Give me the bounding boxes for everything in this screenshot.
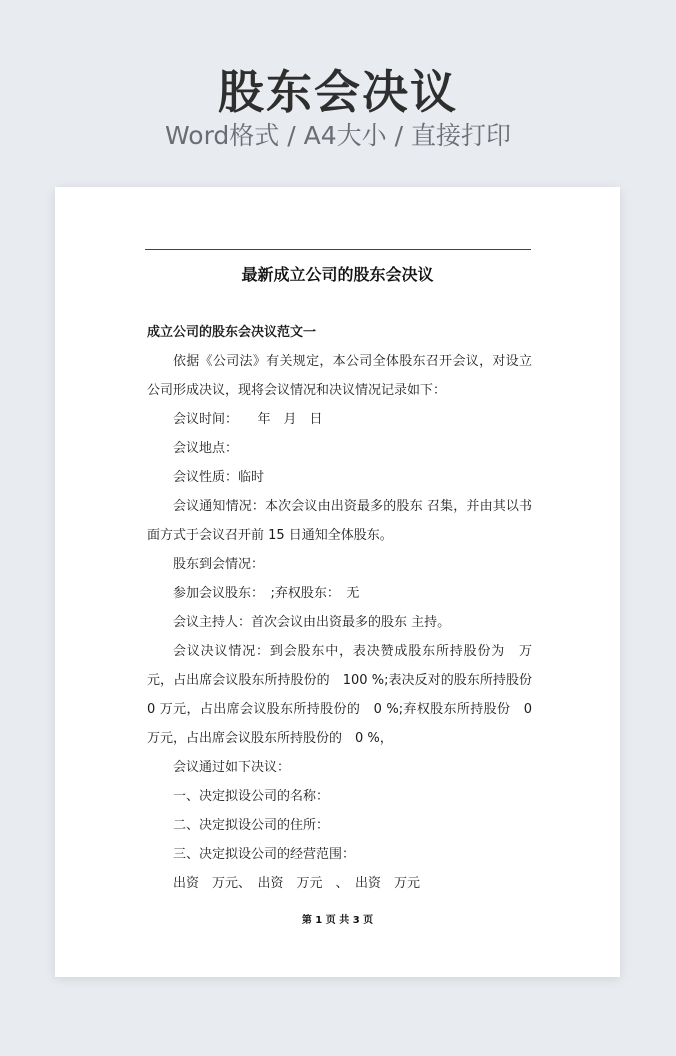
page-number: 第 1 页 共 3 页 xyxy=(301,915,374,926)
banner-title: 股东会决议 xyxy=(218,65,458,119)
paragraph-participants: 参加会议股东： ;弃权股东： 无 xyxy=(173,586,360,601)
resolution-item-address: 二、决定拟设公司的住所： xyxy=(173,818,330,833)
resolution-item-scope: 三、决定拟设公司的经营范围： xyxy=(173,847,356,862)
document-body xyxy=(147,318,546,898)
resolution-item-name: 一、决定拟设公司的名称： xyxy=(173,789,330,804)
paragraph-meeting-nature: 会议性质：临时 xyxy=(173,470,265,485)
document-page xyxy=(55,187,620,977)
header-rule xyxy=(145,249,531,250)
paragraph-attendance: 股东到会情况： xyxy=(173,557,265,572)
document-title: 最新成立公司的股东会决议 xyxy=(241,265,434,284)
paragraph-vote: 会议决议情况：到会股东中，表决赞成股东所持股份为 万元，占出席会议股东所持股份的 100 %;表决反对的股东所持股份 0 万元，占出席会议股东所持股份的 0 %;弃权股东所持股份 0 万元，占出席会议股东所持股份的 0 %， xyxy=(147,644,546,746)
banner-subtitle: Word格式 / A4大小 / 直接打印 xyxy=(165,121,511,150)
paragraph-resolutions-intro: 会议通过如下决议： xyxy=(173,760,291,775)
paragraph-host: 会议主持人：首次会议由出资最多的股东 主持。 xyxy=(173,615,451,630)
paragraph-capital: 出资 万元、 出资 万元 、 出资 万元 xyxy=(173,876,421,891)
section-title: 成立公司的股东会决议范文一 xyxy=(147,325,317,340)
paragraph-intro: 依据《公司法》有关规定，本公司全体股东召开会议，对设立公司形成决议，现将会议情况和决议情况记录如下： xyxy=(147,354,532,398)
paragraph-meeting-place: 会议地点： xyxy=(173,441,239,456)
paragraph-meeting-time: 会议时间： 年 月 日 xyxy=(173,412,323,427)
paragraph-notice: 会议通知情况：本次会议由出资最多的股东 召集，并由其以书面方式于会议召开前 15 日通知全体股东。 xyxy=(147,499,532,543)
